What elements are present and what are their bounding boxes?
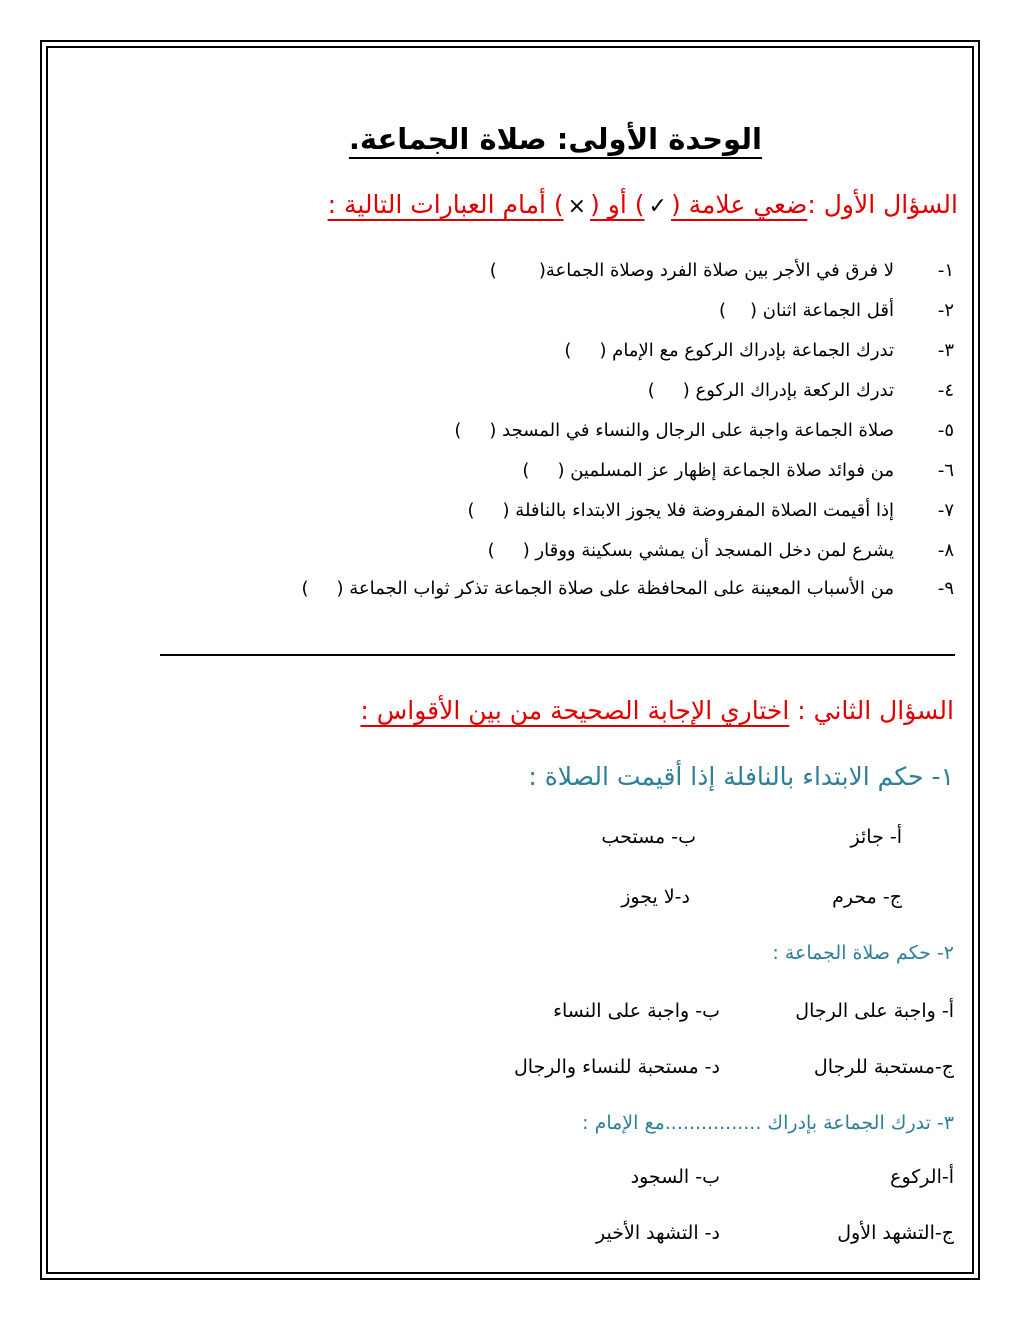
- item-number: ١-: [937, 260, 954, 281]
- answer-blank[interactable]: ): [564, 340, 572, 361]
- item-text: إذا أقيمت الصلاة المفروضة فلا يجوز الابتداء بالنافلة (: [502, 500, 894, 521]
- page-border-inner: [46, 46, 974, 1274]
- item-text: لا فرق في الأجر بين صلاة الفرد وصلاة الجماعة(: [538, 260, 894, 281]
- mcq-option[interactable]: ب- واجبة على النساء: [553, 1000, 720, 1022]
- question-1-instruction-a: ضعي علامة (: [670, 190, 808, 219]
- item-text: أقل الجماعة اثنان (: [750, 300, 894, 321]
- true-false-item: [648, 378, 894, 404]
- mcq-option[interactable]: أ- جائز: [850, 826, 902, 848]
- mcq-question-3: ٣- تدرك الجماعة بإدراك ................مع الإمام :: [582, 1112, 954, 1134]
- item-number: ٦-: [937, 460, 954, 481]
- answer-blank[interactable]: ): [487, 540, 495, 561]
- answer-blank[interactable]: ): [489, 260, 497, 281]
- question-1-label: السؤال الأول :: [807, 190, 958, 219]
- question-2-heading: [360, 696, 954, 725]
- mcq-option[interactable]: د- مستحبة للنساء والرجال: [513, 1056, 720, 1078]
- mcq-option[interactable]: ب- السجود: [630, 1166, 720, 1188]
- true-false-item: [302, 576, 895, 602]
- question-2-instruction: اختاري الإجابة الصحيحة من بين الأقواس :: [360, 696, 790, 725]
- question-1-instruction-c: ) أمام العبارات التالية :: [327, 190, 564, 219]
- item-number: ٩-: [937, 578, 954, 599]
- item-text: صلاة الجماعة واجبة على الرجال والنساء في المسجد (: [489, 420, 894, 441]
- answer-blank[interactable]: ): [522, 460, 530, 481]
- true-false-item: [454, 418, 894, 444]
- item-text: تدرك الركعة بإدراك الركوع (: [682, 380, 894, 401]
- true-false-item: [490, 258, 894, 284]
- answer-blank[interactable]: ): [647, 380, 655, 401]
- answer-blank[interactable]: ): [719, 300, 727, 321]
- true-false-item: [564, 338, 894, 364]
- item-number: ٣-: [937, 340, 954, 361]
- mcq-option[interactable]: ج-مستحبة للرجال: [813, 1056, 954, 1078]
- true-false-item: [488, 538, 894, 564]
- true-false-item: [719, 298, 894, 324]
- question-1-heading: [328, 190, 958, 219]
- check-mark-icon: ✓: [648, 194, 667, 219]
- answer-blank[interactable]: ): [301, 578, 309, 599]
- item-number: ٧-: [937, 500, 954, 521]
- true-false-item: [468, 498, 894, 524]
- page-title: الوحدة الأولى: صلاة الجماعة.: [348, 122, 762, 156]
- item-text: من فوائد صلاة الجماعة إظهار عز المسلمين (: [557, 460, 894, 481]
- item-text: يشرع لمن دخل المسجد أن يمشي بسكينة ووقار (: [522, 540, 894, 561]
- true-false-item: [522, 458, 894, 484]
- item-text: تدرك الجماعة بإدراك الركوع مع الإمام (: [599, 340, 894, 361]
- mcq-option[interactable]: ج- محرم: [832, 886, 902, 908]
- answer-blank[interactable]: ): [454, 420, 462, 441]
- section-divider: [160, 654, 955, 656]
- mcq-question-2: ٢- حكم صلاة الجماعة :: [772, 942, 954, 964]
- mcq-question-1: ١- حكم الابتداء بالنافلة إذا أقيمت الصلاة :: [528, 762, 954, 791]
- item-text: من الأسباب المعينة على المحافظة على صلاة الجماعة تذكر ثواب الجماعة (: [336, 578, 894, 599]
- question-1-instruction-b: ) أو (: [590, 190, 645, 219]
- cross-mark-icon: ×: [567, 194, 587, 219]
- mcq-option[interactable]: أ-الركوع: [890, 1166, 954, 1188]
- mcq-option[interactable]: د- التشهد الأخير: [596, 1222, 720, 1244]
- mcq-option[interactable]: د-لا يجوز: [621, 886, 690, 908]
- mcq-option[interactable]: أ- واجبة على الرجال: [795, 1000, 954, 1022]
- mcq-option[interactable]: ب- مستحب: [601, 826, 696, 848]
- item-number: ٨-: [937, 540, 954, 561]
- question-2-label: السؤال الثاني :: [797, 696, 954, 725]
- item-number: ٥-: [937, 420, 954, 441]
- item-number: ٤-: [937, 380, 954, 401]
- item-number: ٢-: [937, 300, 954, 321]
- mcq-option[interactable]: ج-التشهد الأول: [837, 1222, 954, 1244]
- answer-blank[interactable]: ): [467, 500, 475, 521]
